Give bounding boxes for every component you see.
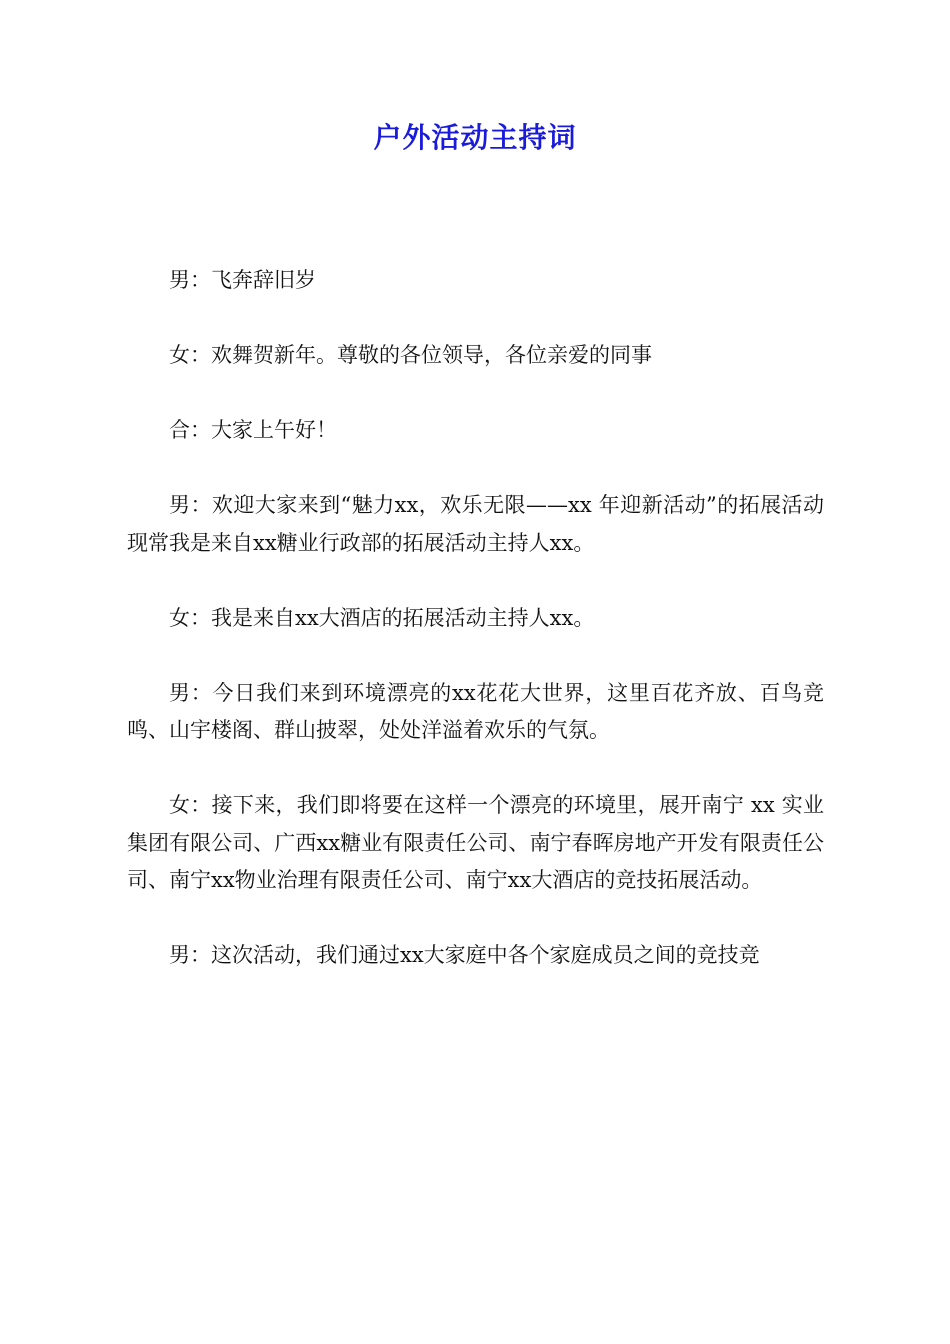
- document-title: 户外活动主持词: [373, 121, 577, 154]
- paragraph-6: 男：今日我们来到环境漂亮的xx花花大世界，这里百花齐放、百鸟竞鸣、山宇楼阁、群山披翠，处处洋溢着欢乐的气氛。: [127, 680, 824, 742]
- paragraph-2: 女：欢舞贺新年。尊敬的各位领导，各位亲爱的同事: [169, 343, 652, 367]
- paragraph-5: 女：我是来自xx大酒店的拓展活动主持人xx。: [169, 605, 595, 630]
- paragraph-3: 合：大家上午好！: [169, 418, 337, 442]
- paragraph-8: 男：这次活动，我们通过xx大家庭中各个家庭成员之间的竞技竞: [169, 943, 760, 967]
- paragraph-1: 男：飞奔辞旧岁: [169, 268, 316, 292]
- document-body: [127, 262, 824, 1012]
- paragraph-4: 男：欢迎大家来到“魅力xx，欢乐无限——xx 年迎新活动”的拓展活动现常我是来自xx糖业行政部的拓展活动主持人xx。: [127, 493, 824, 555]
- paragraph-7: 女：接下来，我们即将要在这样一个漂亮的环境里，展开南宁 xx 实业集团有限公司、广西xx糖业有限责任公司、南宁春晖房地产开发有限责任公司、南宁xx物业治理有限责任公司、南宁xx大酒店的竞技拓展活动。: [127, 793, 824, 892]
